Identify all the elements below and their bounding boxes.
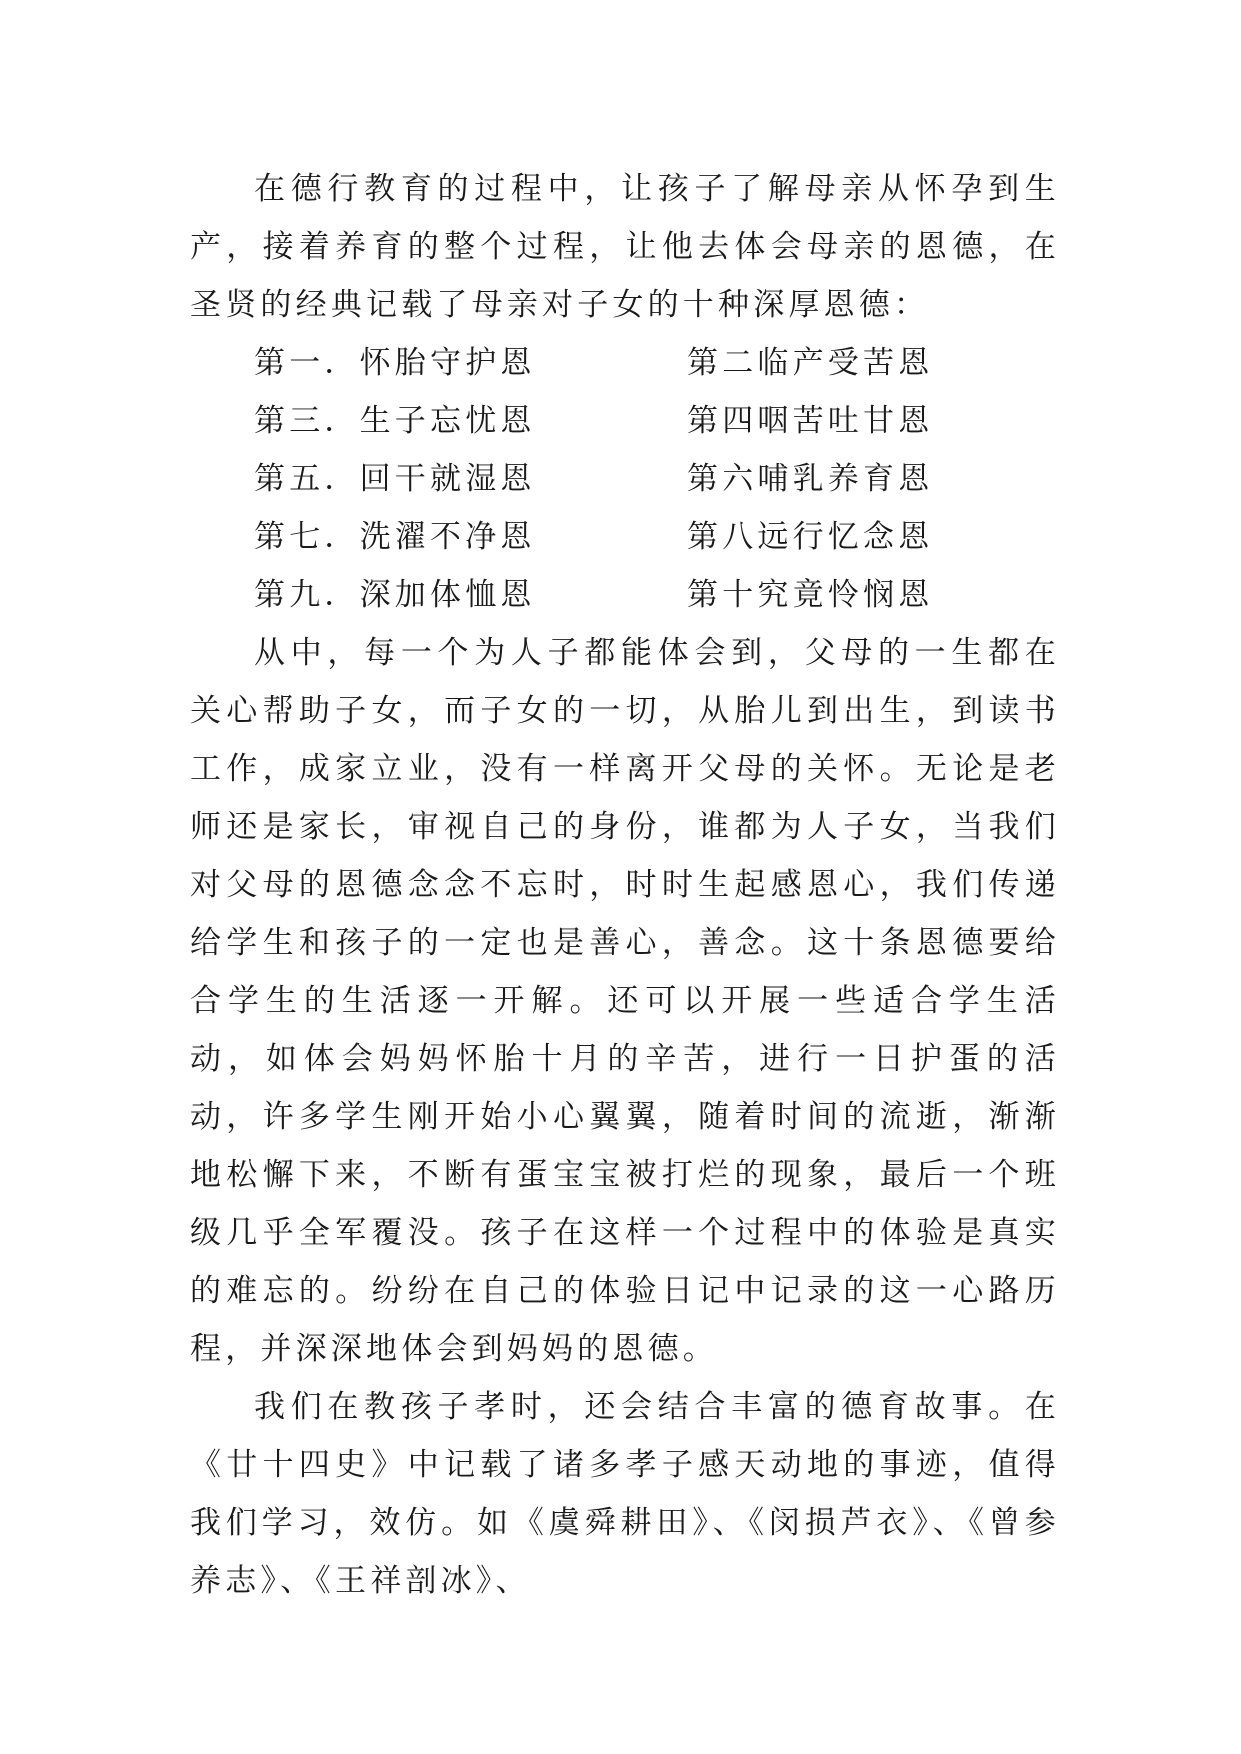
list-item [190, 450, 1060, 508]
list-item [190, 508, 1060, 566]
virtue-item-6: 第六哺乳养育恩 [687, 461, 934, 497]
body-paragraph: 从中，每一个为人子都能体会到，父母的一生都在关心帮助子女，而子女的一切，从胎儿到出生，到读书工作，成家立业，没有一样离开父母的关怀。无论是老师还是家长，审视自己的身份，谁都为人子女，当我们对父母的恩德念念不忘时，时时生起感恩心，我们传递给学生和孩子的一定也是善心，善念。这十条恩德要给合学生的生活逐一开解。还可以开展一些适合学生活动，如体会妈妈怀胎十月的辛苦，进行一日护蛋的活动，许多学生刚开始小心翼翼，随着时间的流逝，渐渐地松懈下来，不断有蛋宝宝被打烂的现象，最后一个班级几乎全军覆没。孩子在这样一个过程中的体验是真实的难忘的。纷纷在自己的体验日记中记录的这一心路历程，并深深地体会到妈妈的恩德。 [190, 635, 1060, 1367]
virtue-item-9: 第九．深加体恤恩 [254, 577, 536, 613]
list-item [190, 334, 1060, 392]
virtue-item-3: 第三．生子忘忧恩 [254, 403, 536, 439]
intro-paragraph: 在德行教育的过程中，让孩子了解母亲从怀孕到生产，接着养育的整个过程，让他去体会母亲的恩德，在圣贤的经典记载了母亲对子女的十种深厚恩德： [190, 171, 1060, 323]
virtue-item-10: 第十究竟怜悯恩 [687, 577, 934, 613]
list-item [190, 392, 1060, 450]
virtue-item-7: 第七．洗濯不净恩 [254, 519, 536, 555]
virtue-item-4: 第四咽苦吐甘恩 [687, 403, 934, 439]
virtue-item-5: 第五．回干就湿恩 [254, 461, 536, 497]
virtue-item-8: 第八远行忆念恩 [687, 519, 934, 555]
list-item [190, 566, 1060, 624]
virtue-list [190, 334, 1060, 624]
document-page [190, 160, 1060, 1610]
virtue-item-2: 第二临产受苦恩 [687, 345, 934, 381]
closing-paragraph: 我们在教孩子孝时，还会结合丰富的德育故事。在《廿十四史》中记载了诸多孝子感天动地的事迹，值得我们学习，效仿。如《虞舜耕田》、《闵损芦衣》、《曾参养志》、《王祥剖冰》、 [190, 1389, 1060, 1599]
virtue-item-1: 第一．怀胎守护恩 [254, 345, 536, 381]
